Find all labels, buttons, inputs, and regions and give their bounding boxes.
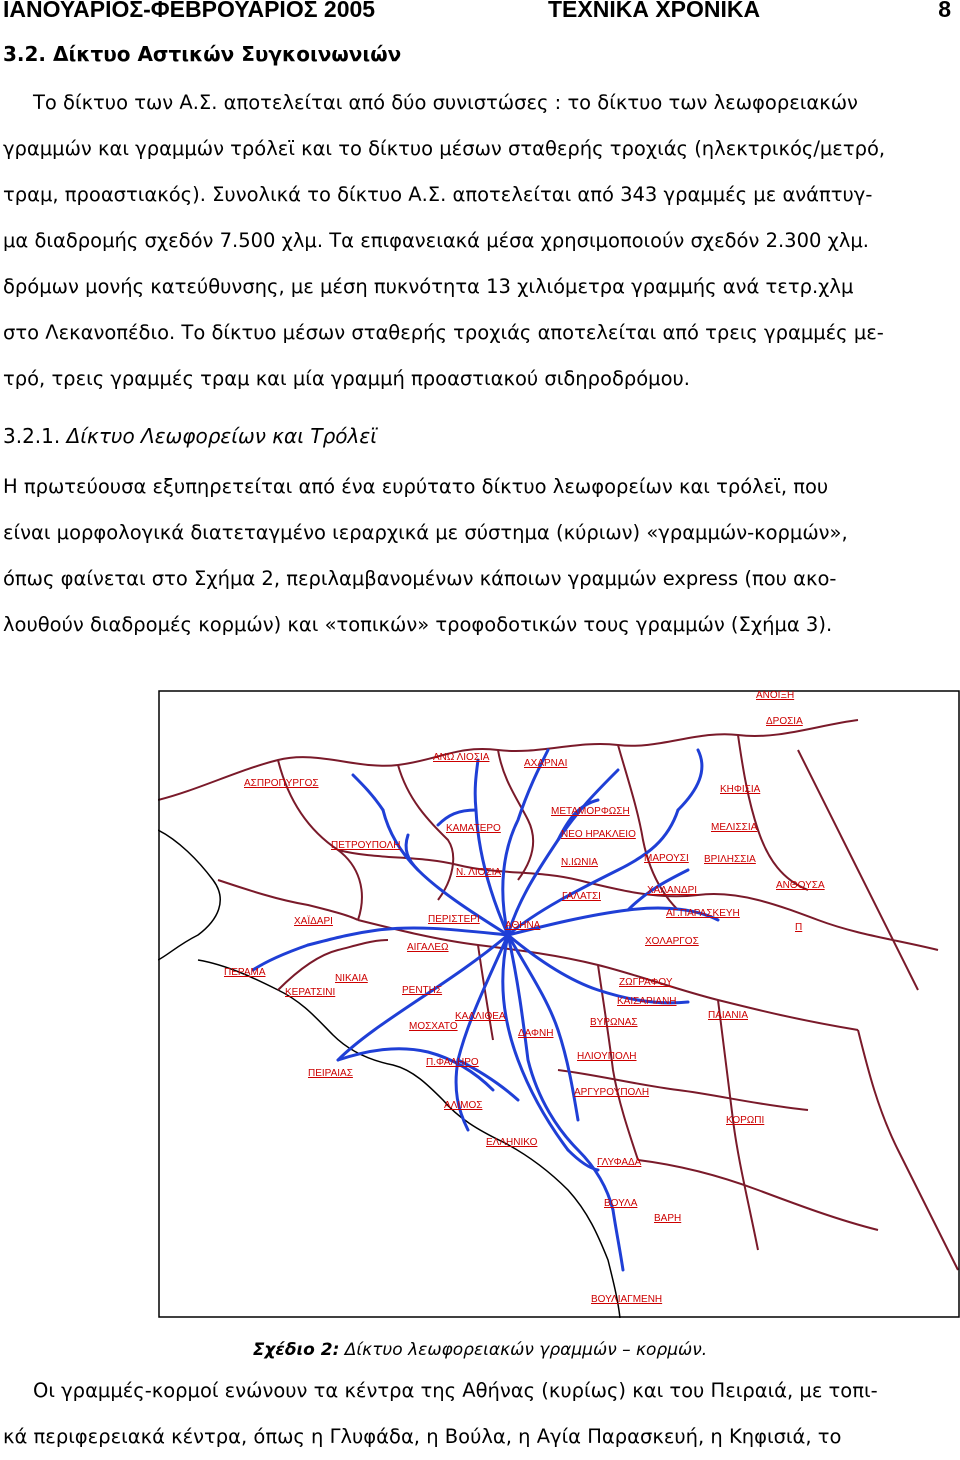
- text-line: Το δίκτυο των Α.Σ. αποτελείται από δύο συνιστώσες : το δίκτυο των λεωφορειακών: [33, 91, 858, 114]
- map-place-label: ΜΟΣΧΑΤΟ: [409, 1021, 458, 1032]
- map-place-label: ΝΙΚΑΙΑ: [335, 973, 368, 984]
- text-line: τραμ, προαστιακός). Συνολικά το δίκτυο Α.Σ. αποτελείται από 343 γραμμές με ανάπτυγ-: [3, 183, 873, 206]
- map-place-label: ΒΡΙΛΗΣΣΙΑ: [704, 854, 756, 865]
- text-line: κά περιφερειακά κέντρα, όπως η Γλυφάδα, η Βούλα, η Αγία Παρασκευή, η Κηφισιά, το: [3, 1425, 842, 1448]
- map-place-label: ΒΥΡΩΝΑΣ: [590, 1017, 638, 1028]
- paragraph-2: [3, 464, 955, 648]
- text-line: Οι γραμμές-κορμοί ενώνουν τα κέντρα της Αθήνας (κυρίως) και του Πειραιά, με τοπι-: [33, 1379, 878, 1402]
- map-place-label: ΧΟΛΑΡΓΟΣ: [645, 936, 699, 947]
- caption-text: Δίκτυο λεωφορειακών γραμμών – κορμών.: [344, 1340, 708, 1360]
- figure-caption: [0, 1340, 960, 1360]
- map-place-label: ΜΕΛΙΣΣΙΑ: [711, 822, 758, 833]
- map-place-label: ΑΓ.ΠΑΡΑΣΚΕΥΗ: [666, 908, 740, 919]
- map-place-label: Ν.ΙΩΝΙΑ: [561, 857, 598, 868]
- map-place-label: ΧΑΛΑΝΔΡΙ: [647, 885, 698, 896]
- map-place-label: ΑΝΘΟΥΣΑ: [776, 880, 825, 891]
- map-place-label: ΚΟΡΩΠΙ: [726, 1115, 765, 1126]
- map-place-label: ΚΑΛΛΙΘΕΑ: [455, 1011, 506, 1022]
- header-date: ΙΑΝΟΥΑΡΙΟΣ-ΦΕΒΡΟΥΑΡΙΟΣ 2005: [3, 0, 376, 22]
- page-header: [3, 0, 955, 26]
- map-place-label: ΒΟΥΛΑ: [604, 1198, 638, 1209]
- map-place-label: ΠΕΙΡΑΙΑΣ: [308, 1068, 353, 1079]
- map-place-label: Π.ΦΑΛΗΡΟ: [426, 1057, 479, 1068]
- map-place-label: ΔΡΟΣΙΑ: [766, 716, 803, 727]
- map-place-label: ΡΕΝΤΗΣ: [402, 985, 443, 996]
- map-place-label: ΜΕΤΑΜΟΡΦΩΣΗ: [551, 806, 630, 817]
- subsection-number: 3.2.1.: [3, 424, 61, 448]
- map-place-label: Ν. ΛΙΟΣΙΑ: [456, 867, 502, 878]
- bus-network-map: [158, 690, 960, 1318]
- map-place-label: ΗΛΙΟΥΠΟΛΗ: [577, 1051, 637, 1062]
- map-place-label: ΕΛΛΗΝΙΚΟ: [486, 1137, 538, 1148]
- map-place-label: ΒΟΥΛΙΑΓΜΕΝΗ: [591, 1294, 663, 1305]
- text-line: Η πρωτεύουσα εξυπηρετείται από ένα ευρύτατο δίκτυο λεωφορείων και τρόλεϊ, που: [3, 475, 829, 498]
- map-place-label: ΑΘΗΝΑ: [505, 920, 541, 931]
- text-line: μα διαδρομής σχεδόν 7.500 χλμ. Τα επιφανειακά μέσα χρησιμοποιούν σχεδόν 2.300 χλμ.: [3, 229, 869, 252]
- paragraph-1: [3, 80, 955, 402]
- map-place-label: ΓΛΥΦΑΔΑ: [597, 1157, 642, 1168]
- map-place-label: ΚΑΜΑΤΕΡΟ: [446, 823, 501, 834]
- map-place-label: ΑΝΟΙΞΗ: [756, 690, 795, 701]
- paragraph-3: [3, 1368, 955, 1460]
- section-title: 3.2. Δίκτυο Αστικών Συγκοινωνιών: [3, 42, 402, 66]
- map-place-label: ΚΕΡΑΤΣΙΝΙ: [285, 987, 336, 998]
- header-publication: ΤΕΧΝΙΚΑ ΧΡΟΝΙΚΑ: [548, 0, 761, 22]
- map-place-label: ΧΑΪΔΑΡΙ: [294, 916, 333, 927]
- text-line: στο Λεκανοπέδιο. Το δίκτυο μέσων σταθερής τροχιάς αποτελείται από τρεις γραμμές με-: [3, 321, 884, 344]
- text-line: γραμμών και γραμμών τρόλεϊ και το δίκτυο μέσων σταθερής τροχιάς (ηλεκτρικός/μετρό,: [3, 137, 886, 160]
- map-place-label: ΑΧΑΡΝΑΙ: [524, 758, 568, 769]
- map-place-label: ΠΕΡΙΣΤΕΡΙ: [428, 914, 480, 925]
- map-place-label: ΖΩΓΡΑΦΟΥ: [619, 977, 673, 988]
- map-place-label: ΑΣΠΡΟΠΥΡΓΟΣ: [244, 778, 319, 789]
- caption-label: Σχέδιο 2:: [252, 1340, 340, 1360]
- map-place-label: ΚΗΦΙΣΙΑ: [720, 784, 761, 795]
- map-place-label: ΠΕΡΑΜΑ: [224, 967, 266, 978]
- subsection-heading: Δίκτυο Λεωφορείων και Τρόλεϊ: [66, 424, 377, 448]
- text-line: τρό, τρεις γραμμές τραμ και μία γραμμή προαστιακού σιδηροδρόμου.: [3, 367, 691, 390]
- map-svg: [158, 690, 960, 1318]
- map-place-label: ΑΙΓΑΛΕΩ: [407, 942, 449, 953]
- subsection-title: [3, 424, 377, 448]
- map-place-label: ΑΛΙΜΟΣ: [444, 1100, 483, 1111]
- map-place-label: ΓΑΛΑΤΣΙ: [562, 891, 601, 902]
- map-place-label: ΝΕΟ ΗΡΑΚΛΕΙΟ: [561, 829, 636, 840]
- text-line: λουθούν διαδρομές κορμών) και «τοπικών» τροφοδοτικών τους γραμμών (Σχήμα 3).: [3, 613, 833, 636]
- map-place-label: ΑΝΩ ΛΙΟΣΙΑ: [433, 752, 490, 763]
- map-place-label: ΚΑΙΣΑΡΙΑΝΗ: [617, 996, 677, 1007]
- map-place-label: ΠΕΤΡΟΥΠΟΛΗ: [331, 840, 401, 851]
- map-place-label: ΜΑΡΟΥΣΙ: [644, 853, 689, 864]
- text-line: είναι μορφολογικά διατεταγμένο ιεραρχικά με σύστημα (κύριων) «γραμμών-κορμών»,: [3, 521, 848, 544]
- map-place-label: ΔΑΦΝΗ: [518, 1028, 554, 1039]
- text-line: όπως φαίνεται στο Σχήμα 2, περιλαμβανομένων κάποιων γραμμών express (που ακο-: [3, 567, 837, 590]
- map-place-label: ΑΡΓΥΡΟΥΠΟΛΗ: [574, 1087, 650, 1098]
- text-line: δρόμων μονής κατεύθυνσης, με μέση πυκνότητα 13 χιλιόμετρα γραμμής ανά τετρ.χλμ: [3, 275, 854, 298]
- map-place-label: ΒΑΡΗ: [654, 1213, 682, 1224]
- map-place-label: ΠΑΙΑΝΙΑ: [708, 1010, 749, 1021]
- page-number: 8: [938, 0, 951, 22]
- map-place-label: Π: [795, 922, 803, 933]
